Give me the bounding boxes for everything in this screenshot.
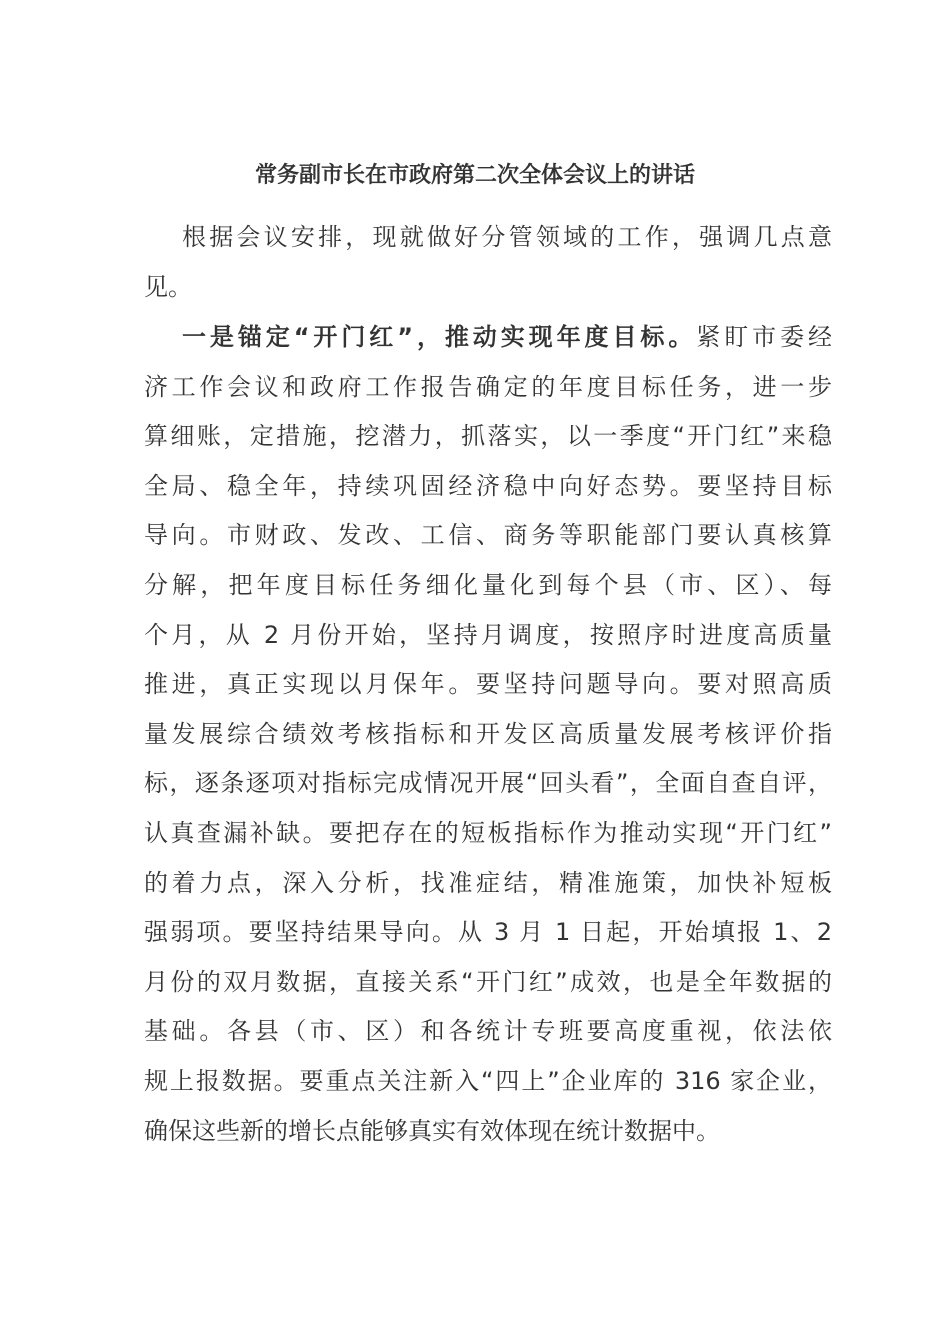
- document-title: 常务副市长在市政府第二次全体会议上的讲话: [254, 163, 695, 188]
- paragraph-main: [144, 313, 832, 1156]
- paragraph-line: 强弱项。要坚持结果导向。从 3 月 1 日起，开始填报 1、2: [144, 918, 832, 947]
- paragraph-line: 标，逐条逐项对指标完成情况开展“回头看”，全面自查自评，: [144, 769, 832, 798]
- paragraph-lead-heading: 一是锚定“开门红”，推动实现年度目标。: [182, 323, 697, 351]
- paragraph-line: 见。: [144, 272, 192, 301]
- paragraph-first-line-rest: 紧盯市委经: [696, 323, 833, 351]
- paragraph-line: 济工作会议和政府工作报告确定的年度目标任务，进一步: [144, 372, 832, 401]
- paragraph-line: 根据会议安排，现就做好分管领域的工作，强调几点意: [182, 223, 832, 251]
- paragraph-line: 导向。市财政、发改、工信、商务等职能部门要认真核算: [144, 521, 832, 550]
- paragraph-intro: [144, 213, 832, 312]
- paragraph-line: 的着力点，深入分析，找准症结，精准施策，加快补短板: [144, 868, 832, 897]
- paragraph-line: 算细账，定措施，挖潜力，抓落实，以一季度“开门红”来稳: [144, 422, 832, 451]
- paragraph-first-line: [144, 313, 832, 363]
- paragraph-line: 量发展综合绩效考核指标和开发区高质量发展考核评价指: [144, 719, 832, 748]
- paragraph-line: 全局、稳全年，持续巩固经济稳中向好态势。要坚持目标: [144, 471, 832, 500]
- paragraph-line: 分解，把年度目标任务细化量化到每个县（市、区）、每: [144, 570, 832, 599]
- paragraph-line: 个月，从 2 月份开始，坚持月调度，按照序时进度高质量: [144, 620, 832, 649]
- paragraph-line: 规上报数据。要重点关注新入“四上”企业库的 316 家企业，: [144, 1066, 832, 1095]
- paragraph-line: 确保这些新的增长点能够真实有效体现在统计数据中。: [144, 1116, 720, 1145]
- paragraph-line: 推进，真正实现以月保年。要坚持问题导向。要对照高质: [144, 670, 832, 699]
- paragraph-line: 认真查漏补缺。要把存在的短板指标作为推动实现“开门红”: [144, 818, 832, 847]
- paragraph-line: 基础。各县（市、区）和各统计专班要高度重视，依法依: [144, 1017, 832, 1046]
- paragraph-line: 月份的双月数据，直接关系“开门红”成效，也是全年数据的: [144, 967, 832, 996]
